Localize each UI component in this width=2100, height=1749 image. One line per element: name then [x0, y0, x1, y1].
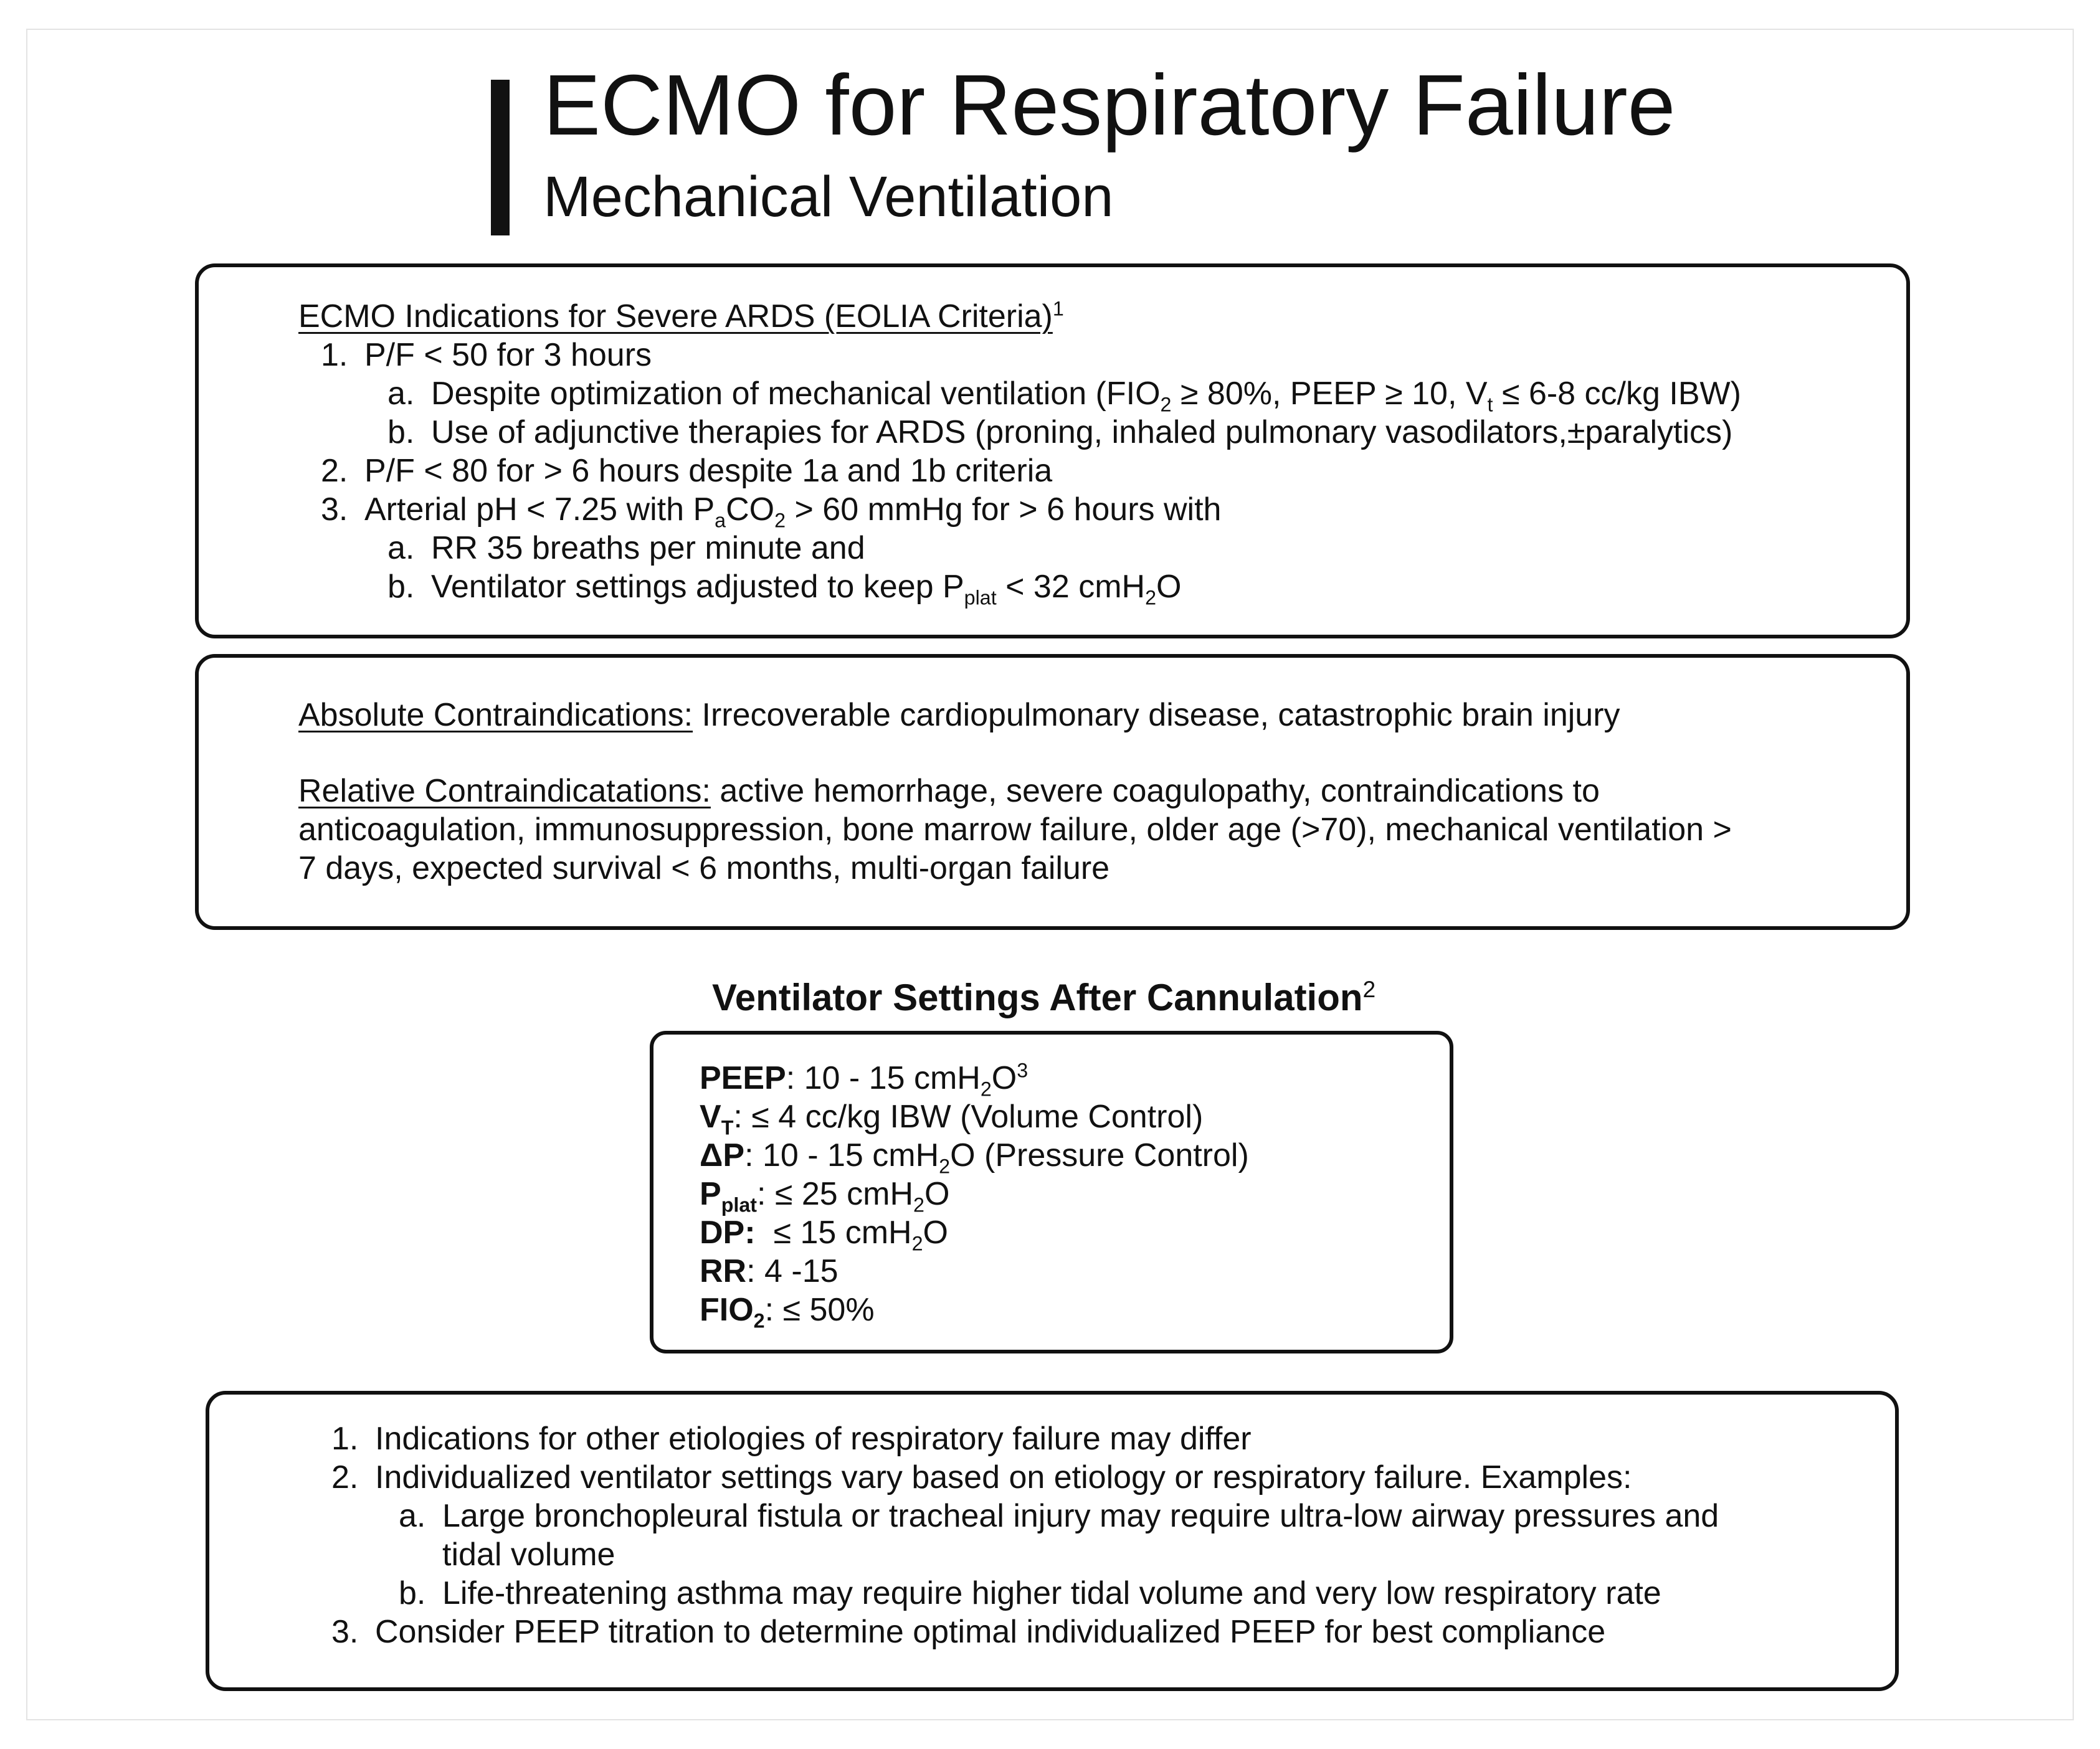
indication-item-3: 3. Arterial pH < 7.25 with $P_aCO_2 > 60$ mmHg for > 6 hours with	[321, 491, 1222, 532]
indication-item-1a: a. Despite optimization of mechanical ventilation ($FIO_2 \ge 80\%$, PEEP ≥ 10, $V_t \le 6-8$ cc/kg IBW)	[387, 376, 1741, 416]
setting-vt: $V_T$: ≤ 4 cc/kg IBW (Volume Control)	[700, 1099, 1204, 1139]
setting-pplat: $P_{plat}$: ≤ 25 cmH$_2$O	[700, 1176, 950, 1216]
setting-rr: RR: 4 -15	[700, 1253, 839, 1289]
setting-delta-p: ΔP: 10 - 15 cmH$_2$O (Pressure Control)	[700, 1137, 1249, 1178]
note-2: 2. Individualized ventilator settings vary based on etiology or respiratory failure. Examples:	[331, 1459, 1632, 1495]
title-accent-bar	[491, 80, 510, 235]
note-1: 1. Indications for other etiologies of respiratory failure may differ	[331, 1421, 1252, 1457]
setting-fio2: $FIO_2$: ≤ 50%	[700, 1292, 875, 1332]
ventilator-settings-heading: Ventilator Settings After Cannulation$^2$	[712, 976, 1376, 1018]
note-2a-continued: tidal volume	[442, 1537, 615, 1573]
indication-item-1b: b. Use of adjunctive therapies for ARDS (proning, inhaled pulmonary vasodilators,±paralytics)	[387, 414, 1733, 450]
indications-heading: ECMO Indications for Severe ARDS (EOLIA Criteria)$^1$	[298, 297, 1064, 334]
relative-contraindications-line-1: Relative Contraindicatations: active hemorrhage, severe coagulopathy, contraindications to	[298, 773, 1600, 809]
indication-item-3a: a. RR 35 breaths per minute and	[387, 530, 865, 566]
setting-dp: DP: ≤ 15 cmH$_2$O	[700, 1215, 948, 1255]
page-title: ECMO for Respiratory Failure	[543, 57, 1676, 153]
note-2b: b. Life-threatening asthma may require higher tidal volume and very low respiratory rate	[399, 1575, 1661, 1611]
relative-contraindications-line-3: 7 days, expected survival < 6 months, multi-organ failure	[298, 850, 1110, 886]
setting-peep: PEEP: 10 - 15 $cmH_2O^3$	[700, 1059, 1029, 1101]
note-2a: a. Large bronchopleural fistula or tracheal injury may require ultra-low airway pressures and	[399, 1498, 1719, 1534]
indication-item-3b: b. Ventilator settings adjusted to keep $P_{plat} < 32$ cmH$_2$O	[387, 569, 1182, 609]
indication-item-1: 1. P/F < 50 for 3 hours	[321, 337, 652, 373]
absolute-contraindications: Absolute Contraindications: Irrecoverable cardiopulmonary disease, catastrophic brain injury	[298, 697, 1620, 733]
page-subtitle: Mechanical Ventilation	[543, 165, 1114, 229]
note-3: 3. Consider PEEP titration to determine optimal individualized PEEP for best compliance	[331, 1614, 1606, 1650]
relative-contraindications-line-2: anticoagulation, immunosuppression, bone marrow failure, older age (>70), mechanical ventilation >	[298, 812, 1732, 848]
indication-item-2: 2. P/F < 80 for > 6 hours despite 1a and 1b criteria	[321, 453, 1053, 489]
